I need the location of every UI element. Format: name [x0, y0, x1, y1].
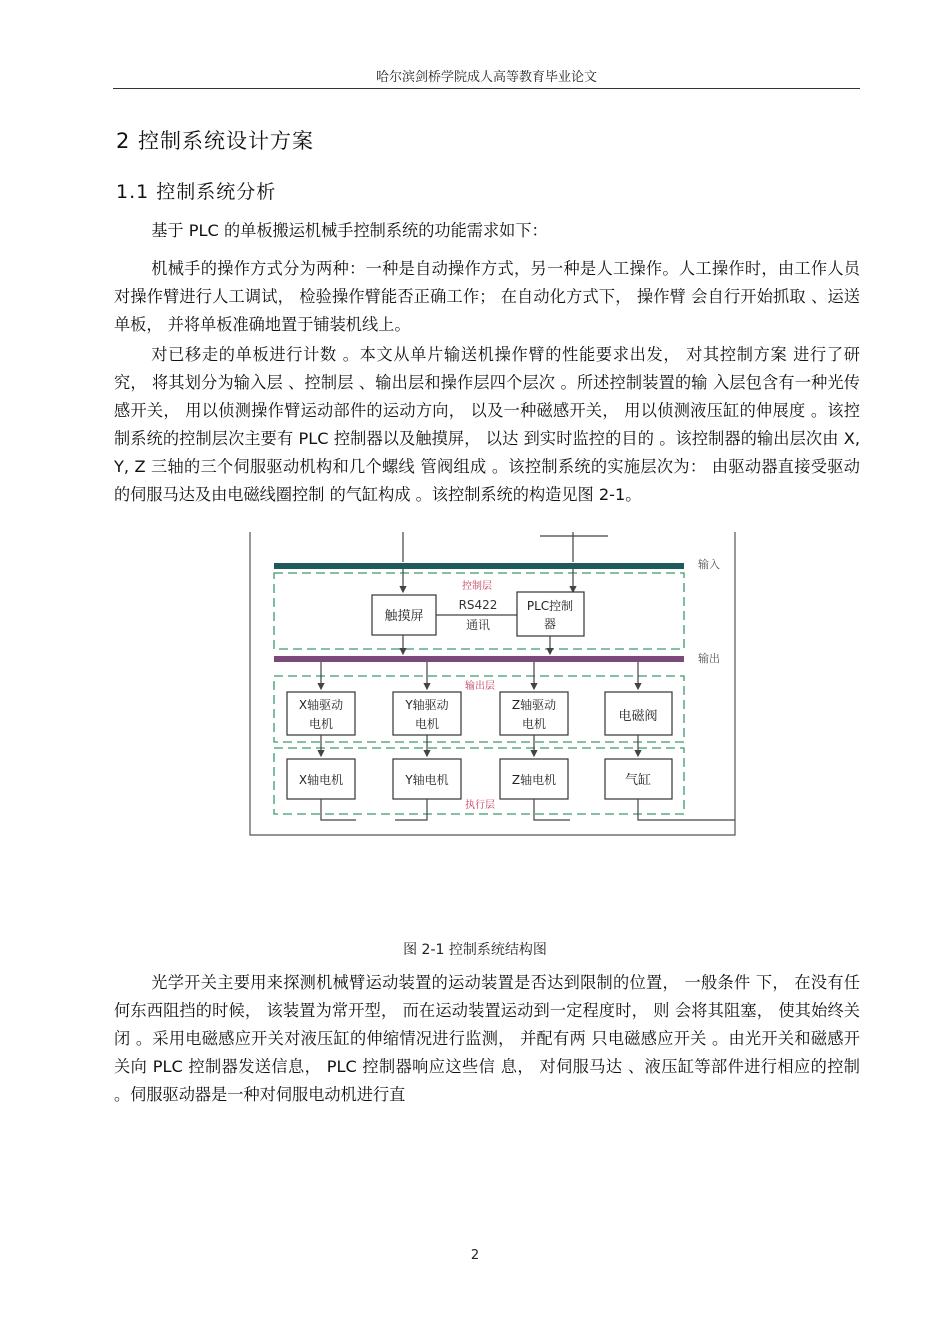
svg-text:气缸: 气缸 [624, 773, 652, 788]
link-label-1: RS422 [458, 598, 498, 612]
svg-text:Y轴驱动: Y轴驱动 [405, 698, 449, 712]
svg-text:电机: 电机 [521, 717, 547, 731]
running-header: 哈尔滨剑桥学院成人高等教育毕业论文 [375, 70, 597, 85]
paragraph-intro: 基于 PLC 的单板搬运机械手控制系统的功能需求如下： [151, 221, 548, 240]
subsection-title: 1.1 控制系统分析 [116, 181, 277, 203]
output-bus-label: 输出 [698, 652, 720, 665]
header-rule [113, 88, 860, 89]
svg-text:Z轴驱动: Z轴驱动 [511, 698, 557, 712]
touchscreen-label: 触摸屏 [384, 609, 424, 624]
page-number: 2 [470, 1248, 480, 1263]
paragraph-control-layers: 对已移走的单板进行计数 。本文从单片输送机操作臂的性能要求出发， 对其控制方案 进行了研究， 将其划分为输入层 、控制层 、输出层和操作层四个层次 。所述控制装置的输 入层包含有一种光传感开关， 用以侦测操作臂运动部件的运动方向， 以及一种磁感开关， 用以侦测液压缸的伸展度 。该控制系统的控制层次主要有 PLC 控制器以及触摸屏， 以达 到实时监控的目的 。该控制器的输出层次由 X, Y, Z 三轴的三个伺服驱动机构和几个螺线 管阀组成 。该控制系统的实施层次为： 由驱动器直接受驱动的伺服马达及由电磁线圈控制 的气缸构成 。该控制系统的构造见图 2-1。 [114, 345, 860, 504]
svg-text:电机: 电机 [414, 717, 440, 731]
control-layer-label: 控制层 [462, 581, 492, 592]
svg-text:Z轴电机: Z轴电机 [511, 773, 557, 787]
svg-text:电机: 电机 [308, 717, 334, 731]
actuator-x [287, 759, 356, 820]
actuator-z [500, 759, 570, 820]
output-layer-label: 输出层 [465, 681, 495, 692]
section-title: 2 控制系统设计方案 [116, 129, 315, 153]
actuator-cylinder [605, 759, 735, 820]
input-bus-label: 输入 [698, 558, 720, 571]
plc-label-1: PLC控制 [526, 599, 574, 613]
paragraph-optical-switch: 光学开关主要用来探测机械臂运动装置的运动装置是否达到限制的位置， 一般条件 下， 在没有任何东西阻挡的时候， 该装置为常开型， 而在运动装置运动到一定程度时， 则 会将其阻塞， 使其始终关闭 。采用电磁感应开关对液压缸的伸缩情况进行监测， 并配有两 只电磁感应开关 。由光开关和磁感开关向 PLC 控制器发送信息， PLC 控制器响应这些信 息， 对伺服马达 、液压缸等部件进行相应的控制 。伺服驱动器是一种对伺服电动机进行直 [114, 973, 860, 1104]
link-label-2: 通讯 [465, 618, 491, 632]
svg-text:X轴电机: X轴电机 [298, 773, 344, 787]
svg-text:X轴驱动: X轴驱动 [298, 698, 344, 712]
figure-caption: 图 2-1 控制系统结构图 [403, 942, 547, 958]
svg-text:Y轴电机: Y轴电机 [405, 773, 449, 787]
plc-label-2: 器 [543, 617, 557, 631]
control-system-diagram [240, 532, 740, 842]
svg-text:电磁阀: 电磁阀 [618, 709, 658, 724]
exec-layer-label: 执行层 [465, 800, 495, 811]
input-bus [274, 563, 684, 569]
output-bus [274, 656, 684, 662]
paragraph-operation-modes: 机械手的操作方式分为两种：一种是自动操作方式，另一种是人工操作。人工操作时，由工作人员对操作臂进行人工调试， 检验操作臂能否正确工作； 在自动化方式下， 操作臂 会自行开始抓取 、运送单板， 并将单板准确地置于铺装机线上。 [114, 259, 860, 334]
actuator-y [393, 759, 461, 820]
